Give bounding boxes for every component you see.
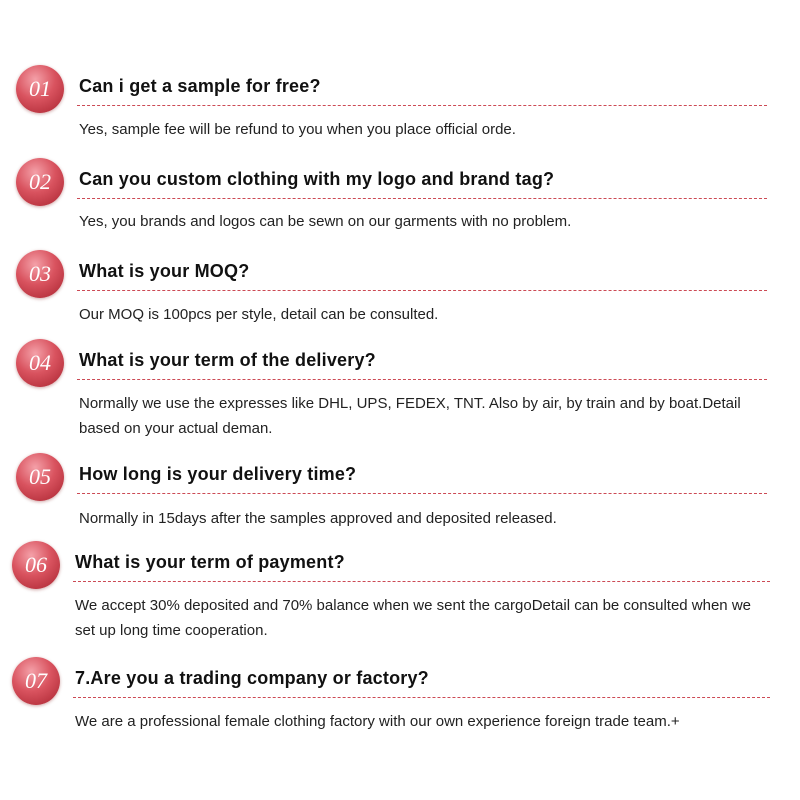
faq-answer: Yes, you brands and logos can be sewn on our garments with no problem. (79, 213, 572, 230)
number-badge: 02 (16, 158, 64, 206)
dashed-divider (77, 198, 767, 199)
dashed-divider (77, 105, 767, 106)
number-badge: 05 (16, 453, 64, 501)
faq-question: What is your term of payment? (75, 552, 345, 572)
number-badge: 03 (16, 250, 64, 298)
faq-question: 7.Are you a trading company or factory? (75, 668, 429, 688)
faq-question: What is your MOQ? (79, 261, 250, 281)
dashed-divider (73, 697, 770, 698)
faq-answer: Normally we use the expresses like DHL, UPS, FEDEX, TNT. Also by air, by train and by boat.Detail based on your actual deman. (79, 395, 741, 437)
number-badge: 06 (12, 541, 60, 589)
faq-answer: We accept 30% deposited and 70% balance when we sent the cargoDetail can be consulted when we set up long time cooperation. (75, 597, 751, 639)
dashed-divider (77, 493, 767, 494)
faq-question: Can you custom clothing with my logo and brand tag? (79, 169, 555, 189)
faq-answer: Our MOQ is 100pcs per style, detail can be consulted. (79, 306, 439, 323)
dashed-divider (73, 581, 770, 582)
faq-question: What is your term of the delivery? (79, 350, 376, 370)
faq-answer: We are a professional female clothing factory with our own experience foreign trade team.+ (75, 713, 680, 730)
faq-question: How long is your delivery time? (79, 464, 357, 484)
number-badge: 04 (16, 339, 64, 387)
dashed-divider (77, 379, 767, 380)
faq-answer: Yes, sample fee will be refund to you when you place official orde. (79, 121, 516, 138)
number-badge: 07 (12, 657, 60, 705)
faq-question: Can i get a sample for free? (79, 76, 321, 96)
number-badge: 01 (16, 65, 64, 113)
faq-answer: Normally in 15days after the samples approved and deposited released. (79, 510, 557, 527)
dashed-divider (77, 290, 767, 291)
